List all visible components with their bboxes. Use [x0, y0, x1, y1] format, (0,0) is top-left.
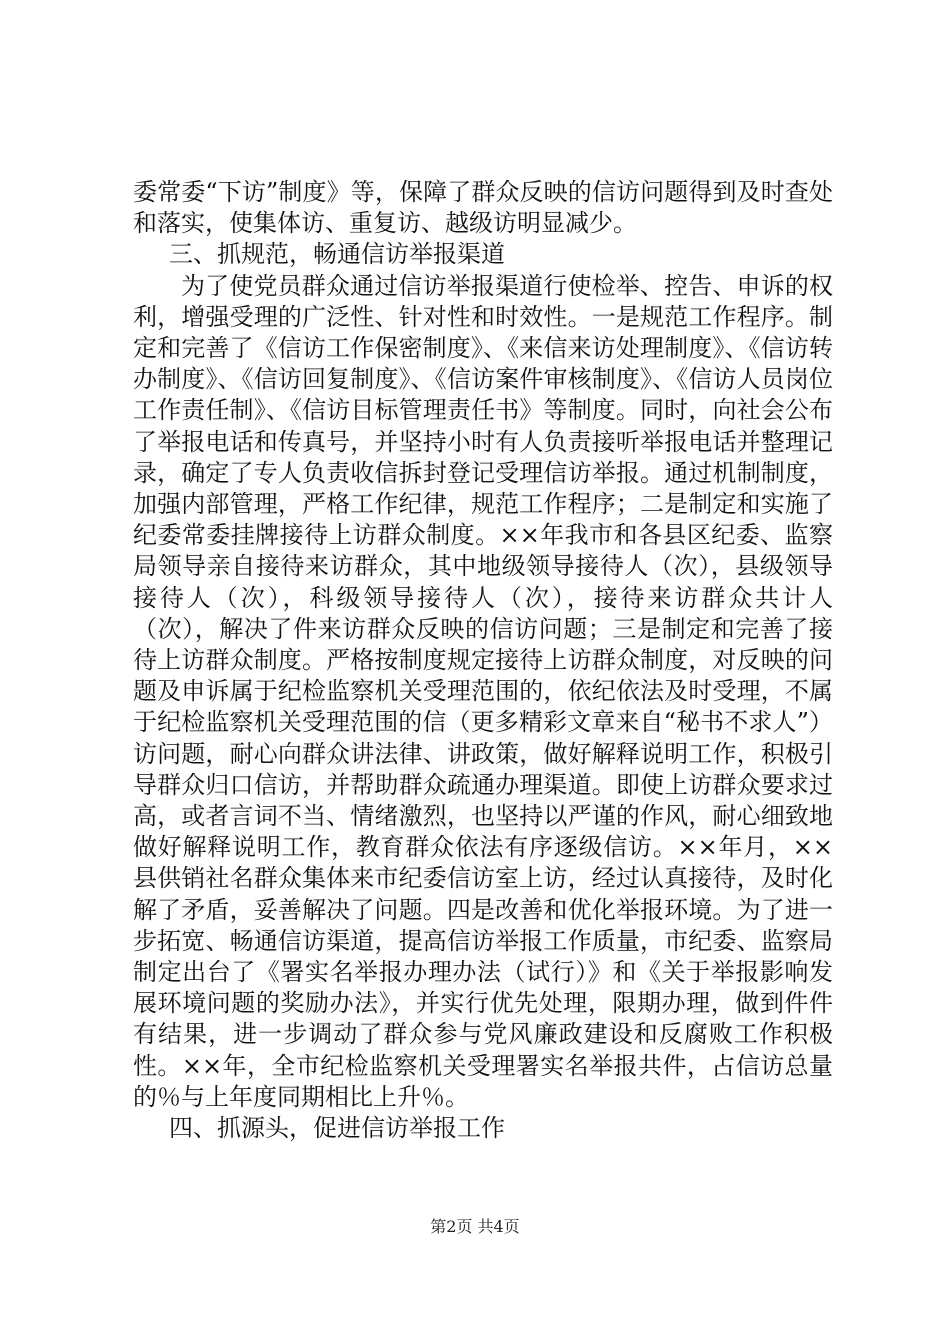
section-heading-4: 四、抓源头，促进信访举报工作: [169, 1114, 505, 1143]
body-paragraph: 为了使党员群众通过信访举报渠道行使检举、控告、申诉的权利，增强受理的广泛性、针对性和时效性。一是规范工作程序。制定和完善了《信访工作保密制度》、《来信来访处理制度》、《信访转办制度》、《信访回复制度》、《信访案件审核制度》、《信访人员岗位工作责任制》、《信访目标管理责任书》等制度。同时，向社会公布了举报电话和传真号，并坚持小时有人负责接听举报电话并整理记录，确定了专人负责收信拆封登记受理信访举报。通过机制制度，加强内部管理，严格工作纪律，规范工作程序；二是制定和实施了纪委常委挂牌接待上访群众制度。××年我市和各县区纪委、监察局领导亲自接待来访群众，其中地级领导接待人（次），县级领导接待人（次），科级领导接待人（次），接待来访群众共计人（次），解决了件来访群众反映的信访问题；三是制定和完善了接待上访群众制度。严格按制度规定接待上访群众制度，对反映的问题及申诉属于纪检监察机关受理范围的，依纪依法及时受理，不属于纪检监察机关受理范围的信（更多精彩文章来自“秘书不求人”）访问题，耐心向群众讲法律、讲政策，做好解释说明工作，积极引导群众归口信访，并帮助群众疏通办理渠道。即使上访群众要求过高，或者言词不当、情绪激烈，也坚持以严谨的作风，耐心细致地做好解释说明工作，教育群众依法有序逐级信访。××年月，××县供销社名群众集体来市纪委信访室上访，经过认真接待，及时化解了矛盾，妥善解决了问题。四是改善和优化举报环境。为了进一步拓宽、畅通信访渠道，提高信访举报工作质量，市纪委、监察局制定出台了《署实名举报办理办法（试行）》和《关于举报影响发展环境问题的奖励办法》，并实行优先处理，限期办理，做到件件有结果，进一步调动了群众参与党风廉政建设和反腐败工作积极性。××年，全市纪检监察机关受理署实名举报共件，占信访总量的％与上年度同期相比上升％。: [133, 271, 833, 1111]
document-body: [133, 177, 833, 1144]
continuation-paragraph: 委常委“下访”制度》等，保障了群众反映的信访问题得到及时查处和落实，使集体访、重复访、越级访明显减少。: [133, 178, 833, 238]
page-footer: 第2页 共4页: [430, 1217, 520, 1236]
section-heading-3: 三、抓规范，畅通信访举报渠道: [169, 240, 505, 269]
